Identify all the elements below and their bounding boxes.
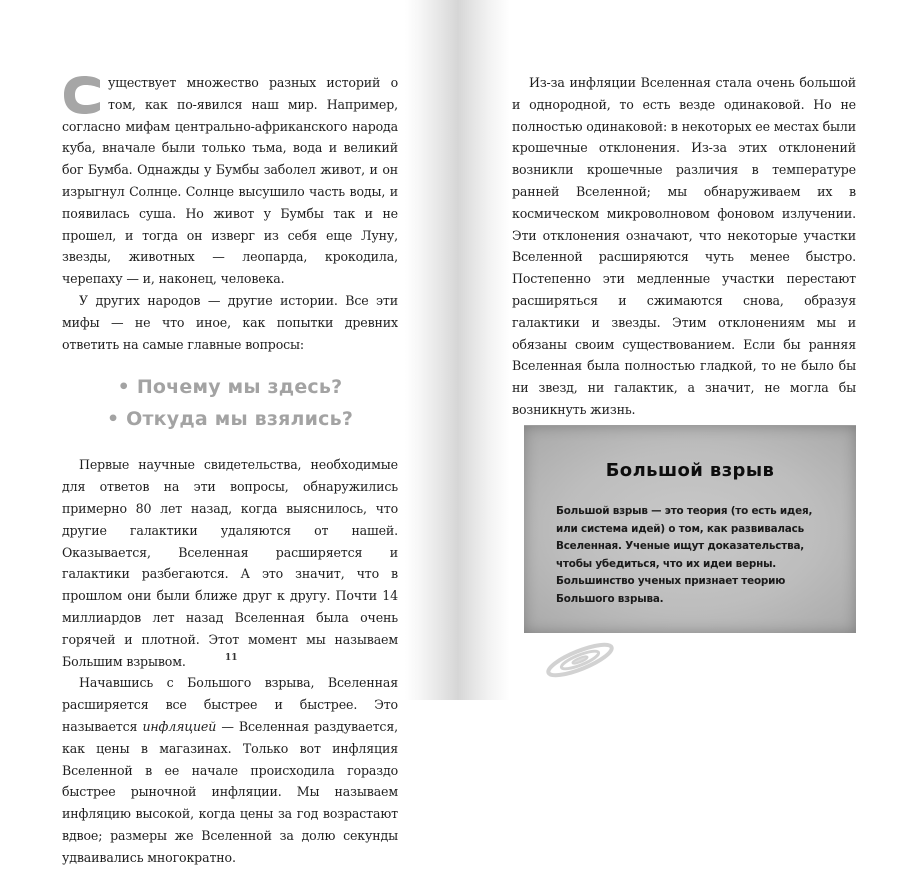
questions-list xyxy=(62,371,398,435)
paragraph-other-peoples: У других народов — другие истории. Все эти мифы — не что иное, как попытки древних ответить на самые главные вопросы: xyxy=(62,292,398,352)
right-page-text xyxy=(512,72,856,421)
paragraph-inflation-text-b: — Вселенная раздувается, как цены в магазинах. Только вот инфляция Вселенной в ее начале происходила гораздо быстрее рыночной инфляции. Мы называем инфляцию высокой, когда цены за год возрастают вдвое; размеры же Вселенной за долю секунды удваивались многократно. xyxy=(62,718,398,865)
paragraph-inflation-text-a: Начавшись с Большого взрыва, Вселенная расширяется все быстрее и быстрее. Это называется xyxy=(62,675,398,734)
infobox-title: Большой взрыв xyxy=(605,460,775,481)
inflation-term: инфляцией xyxy=(142,718,217,734)
dropcap-letter xyxy=(62,76,102,114)
paragraph-intro-text: уществует множество разных историй о том, как по-явился наш мир. Например, согласно мифам центрально-африканского народа куба, вначале были только тьма, вода и великий бог Бумба. Однажды у Бумбы заболел живот, и он изрыгнул Солнце. Солнце высушило часть воды, и появилась суша. Но живот у Бумбы так и не прошел, и тогда он изверг из себя еще Луну, звезды, животных — леопарда, крокодила, черепаху — и, наконец, человека. xyxy=(62,75,398,287)
paragraph-homogeneity: Из-за инфляции Вселенная стала очень большой и однородной, то есть везде одинаковой. Но не полностью одинаковой: в некоторых ее местах были крошечные отклонения. Из-за этих отклонений возникли крошечные различия в температуре ранней Вселенной; мы обнаруживаем их в космическом микроволновом фоновом излучении. Эти отклонения означают, что некоторые участки Вселенной расширяются чуть менее быстро. Постепенно эти медленные участки перестают расширяться и сжимаются снова, образуя галактики и звезды. Этим отклонениям мы и обязаны своим существованием. Если бы ранняя Вселенная была полностью гладкой, то не было бы ни звезд, ни галактик, а значит, не могла бы возникнуть жизнь. xyxy=(512,75,856,417)
paragraph-scientific-evidence: Первые научные свидетельства, необходимые для ответов на эти вопросы, обнаружились примерно 80 лет назад, когда выяснилось, что другие галактики удаляются от нашей. Оказывается, Вселенная расширяется и галактики разбегаются. А это значит, что в прошлом они были ближе друг к другу. Почти 14 миллиардов лет назад Вселенная была очень горячей и плотной. Этот момент мы называем Большим взрывом. xyxy=(62,457,398,669)
right-page xyxy=(458,0,918,700)
paragraph-intro xyxy=(62,72,398,290)
big-bang-infobox xyxy=(524,425,856,633)
dropcap-c-icon xyxy=(62,76,102,114)
paragraph-inflation xyxy=(62,672,398,868)
page-number: 11 xyxy=(225,653,238,663)
left-page-text xyxy=(62,72,398,869)
infobox-text: Большой взрыв — это теория (то есть идея, или система идей) о том, как развивалась Вселенная. Ученые ищут доказательства, чтобы убедиться, что их идеи верны. Большинство ученых признает теорию Большого взрыва. xyxy=(556,505,813,605)
question-item: • Почему мы здесь? xyxy=(117,376,343,399)
galaxy-icon xyxy=(542,640,618,680)
question-item: • Откуда мы взялись? xyxy=(106,408,354,431)
left-page xyxy=(0,0,458,865)
